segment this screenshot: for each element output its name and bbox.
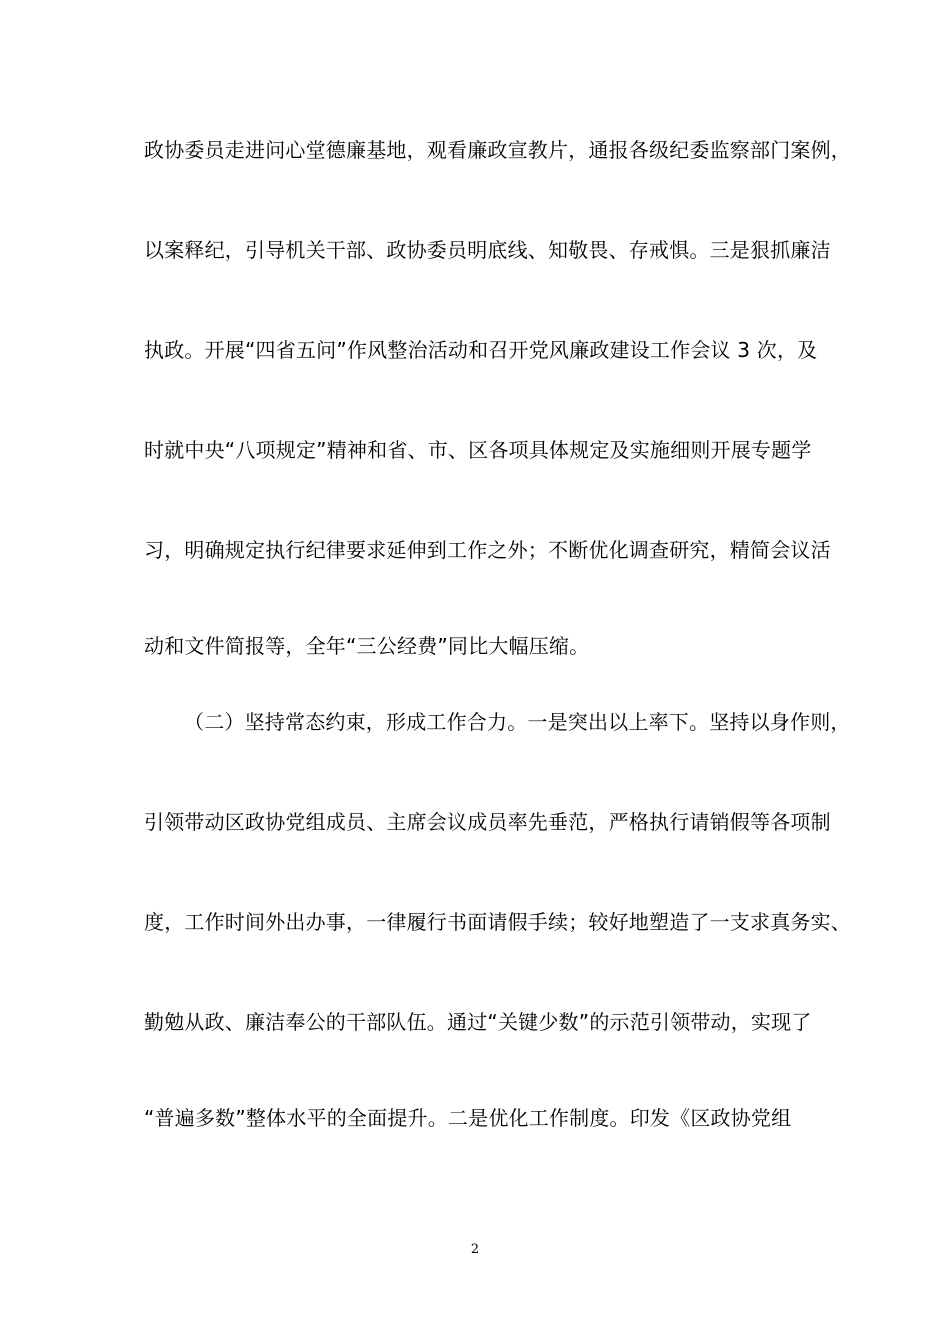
text-line-4: 时就中央“八项规定”精神和省、市、区各项具体规定及实施细则开展专题学: [144, 438, 812, 462]
page-number: 2: [470, 1242, 480, 1257]
text-line-6: 动和文件简报等，全年“三公经费”同比大幅压缩。: [144, 634, 590, 658]
text-line-10: 勤勉从政、廉洁奉公的干部队伍。通过“关键少数”的示范引领带动，实现了: [144, 1010, 812, 1034]
text-line-9: 度，工作时间外出办事，一律履行书面请假手续；较好地塑造了一支求真务实、: [144, 910, 851, 934]
text-line-5: 习，明确规定执行纪律要求延伸到工作之外；不断优化调查研究，精简会议活: [144, 538, 831, 562]
text-line-3: 执政。开展“四省五问”作风整治活动和召开党风廉政建设工作会议 3 次，及: [144, 338, 818, 362]
text-line-2: 以案释纪，引导机关干部、政协委员明底线、知敬畏、存戒惧。三是狠抓廉洁: [144, 238, 831, 262]
paragraph-heading-line: （二）坚持常态约束，形成工作合力。一是突出以上率下。坚持以身作则，: [184, 710, 851, 734]
text-line-1: 政协委员走进问心堂德廉基地，观看廉政宣教片，通报各级纪委监察部门案例，: [144, 138, 851, 162]
text-line-8: 引领带动区政协党组成员、主席会议成员率先垂范，严格执行请销假等各项制: [144, 810, 831, 834]
text-line-11: “普遍多数”整体水平的全面提升。二是优化工作制度。印发《区政协党组: [144, 1106, 792, 1130]
